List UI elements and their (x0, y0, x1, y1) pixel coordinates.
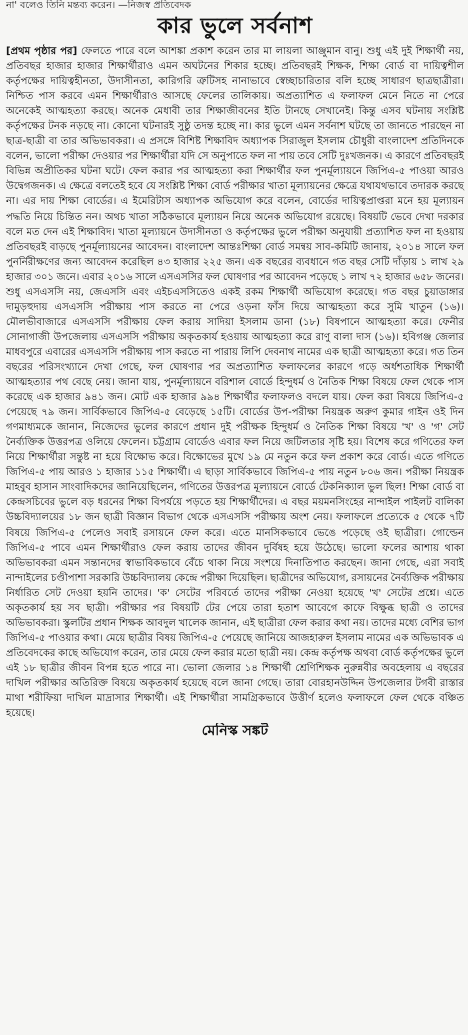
previous-article-ending: না' বলেও তিনি মন্তব্য করেন। —নিজস্ব প্রতিবেদক (6, 0, 192, 11)
article-body (6, 44, 464, 721)
article-body-text: ফেলতে পারে বলে আশঙ্কা প্রকাশ করেন তার মা লায়লা আঞ্জুমান বানু। শুধু এই দুই শিক্ষার্থী নয়, প্রতিবছর হাজার হাজার শিক্ষার্থীরাও এমন অঘটনের শিকার হচ্ছে। প্রতিবছরই শিক্ষক, শিক্ষা বোর্ড বা দায়িত্বশীল কর্তৃপক্ষের দায়িত্বহীনতা, উদাসীনতা, কারিগরি ত্রুটিসহ নানাভাবে স্বেচ্ছাচারিতার বলি হচ্ছে সাধারণ ছাত্রছাত্রীরা। নিশ্চিত পাস করবে এমন শিক্ষার্থীরাও আসছে ফেলের তালিকায়। অপ্রত্যাশিত এ ফলাফল মেনে নিতে না পেরে অনেকেই আত্মহত্যা করছে। অনেক মেধাবী তার শিক্ষাজীবনের ইতি টানছে সেখানেই। কিন্তু এসব ঘটনায় সংশ্লিষ্ট কর্তৃপক্ষের টনক নড়ছে না। কোনো ঘটনারই সুষ্ঠু তদন্ত হচ্ছে না। কার ভুলে এমন সর্বনাশ ঘটছে তা জানতে পারছেন না ছাত্র-ছাত্রী বা তার অভিভাবকরা। এ প্রসঙ্গে বিশিষ্ট শিক্ষাবিদ অধ্যাপক সিরাজুল ইসলাম চৌধুরী বাংলাদেশ প্রতিদিনকে বলেন, ভালো পরীক্ষা দেওয়ার পর শিক্ষার্থীরা যদি সে অনুপাতে ফল না পায় তবে সেটি দুঃখজনক। এ কারণে প্রতিবছরই বিভিন্ন অপ্রীতিকর ঘটনা ঘটে। ফেল করার পর আত্মহত্যা করা শিক্ষার্থীর ফল পুনর্মূল্যায়নে জিপিএ-৫ পাওয়া আরও উদ্বেগজনক। এ ক্ষেত্রে বলতেই হবে যে সংশ্লিষ্ট শিক্ষা বোর্ড পরীক্ষার খাতা মূল্যায়নের ক্ষেত্রে যথাযথভাবে তদারক করছে না। এর দায় শিক্ষা বোর্ডের। এ ইমেরিটাস অধ্যাপক অভিযোগ করে বলেন, বোর্ডের দায়িত্বপ্রাপ্তরা মনে হয় মূল্যায়ন পদ্ধতি নিয়ে চিন্তিত নন। অথচ খাতা সঠিকভাবে মূল্যায়ন নিয়ে অনেক অভিযোগ রয়েছে। বিষয়টি ভেবে দেখা দরকার বলে মত দেন এই শিক্ষাবিদ। খাতা মূল্যায়নে উদাসীনতা ও কর্তৃপক্ষের ভুলে পরীক্ষা অনুযায়ী প্রত্যাশিত ফল না হওয়ায় প্রতিবছরই বাড়ছে পুনর্মূল্যায়নের আবেদন। বাংলাদেশ আন্তঃশিক্ষা বোর্ড সমন্বয় সাব-কমিটি জানায়, ২০১৪ সালে ফল পুনর্নিরীক্ষণের জন্য আবেদন করেছিল ৪৩ হাজার ২২৫ জন। এক বছরের ব্যবধানে গত বছর সেটি দাঁড়ায় ১ লাখ ২৯ হাজার ৩০১ জনে। এবার ২০১৬ সালে এসএসসির ফল ঘোষণার পর আবেদন পড়েছে ১ লাখ ৭২ হাজার ৬৫৮ জনের। শুধু এসএসসি নয়, জেএসসি এবং এইচএসসিতেও একই রকম শিক্ষার্থী অভিযোগ করেছে। গত বছর চুয়াডাঙ্গার দামুড়হুদায় এসএসসি পরীক্ষায় পাস করতে না পেরে ওড়না ফাঁস দিয়ে আত্মহত্যা করে সুমি খাতুন (১৬)। মৌলভীবাজারে এসএসসি পরীক্ষায় ফেল করায় সাদিয়া ইসলাম ডানা (১৮) বিষপানে আত্মহত্যা করে। ফেনীর সোনাগাজী উপজেলায় এসএসসি পরীক্ষায় অকৃতকার্য হওয়ায় আত্মহত্যা করে রাণু বালা দাস (১৬)। হবিগঞ্জ জেলার মাধবপুরে এবারের এসএসসি পরীক্ষায় পাস করতে না পারায় লিপি দেবনাথ নামের এক ছাত্রী আত্মহত্যা করে। গত তিন বছরের পরিসংখ্যানে দেখা গেছে, ফল ঘোষণার পর অপ্রত্যাশিত ফলাফলের কারণে গড়ে অর্ধশতাধিক শিক্ষার্থী আত্মহত্যার পথ বেছে নেয়। জানা যায়, পুনর্মূল্যায়নে বরিশাল বোর্ডে হিন্দুধর্ম ও নৈতিক শিক্ষা বিষয়ে ফেল থেকে পাস করেছে এক হাজার ৯৪১ জন। মোট এক হাজার ৯৯৪ শিক্ষার্থীর ফলাফলও বদলে যায়। ফেল করা বিষয়ে জিপিএ-৫ পেয়েছে ৭৯ জন। সার্বিকভাবে জিপিএ-৫ বেড়েছে ১৫টি। বোর্ডের উপ-পরীক্ষা নিয়ন্ত্রক অরুণ কুমার গাইন ওই দিন গণমাধ্যমকে জানান, নিজেদের ভুলের কারণে প্রধান দুই পরীক্ষক হিন্দুধর্ম ও নৈতিক শিক্ষা বিষয়ে 'খ' ও 'গ' সেট নৈর্ব্যক্তিক উত্তরপত্র ওলিয়ে ফেলেন। চট্টগ্রাম বোর্ডেও এবার ফল নিয়ে জটিলতার সৃষ্টি হয়। বিশেষ করে গণিতের ফল নিয়ে শিক্ষার্থীরা সন্তুষ্ট না হয়ে বিক্ষোভ করে। বিক্ষোভের মুখে ১৯ মে নতুন করে ফল প্রকাশ করে বোর্ড। এতে গণিতে জিপিএ-৫ পায় আরও ১ হাজার ১১৫ শিক্ষার্থী। এ ছাড়া সার্বিকভাবে জিপিএ-৫ পায় নতুন ৮০৬ জন। পরীক্ষা নিয়ন্ত্রক মাহবুব হাসান সাংবাদিকদের জানিয়েছিলেন, গণিতের উত্তরপত্র মূল্যায়নে বোর্ডে টেকনিক্যাল ভুল ছিল! শিক্ষা বোর্ড বা কেন্দ্রসচিবের ভুলে বড় ধরনের শিক্ষা বিপর্যয়ে পড়তে হয় শিক্ষার্থীদের। এ বছর ময়মনসিংহের নান্দাইল পাইলট বালিকা উচ্চবিদ্যালয়ের ১৮ জন ছাত্রী বিজ্ঞান বিভাগ থেকে এসএসসি পরীক্ষায় অংশ নেয়। ফলাফলে প্রত্যেকে ৫ থেকে ৭টি বিষয়ে জিপিএ-৫ পেলেও সবাই রসায়নে ফেল করে। এতে মানসিকভাবে ভেঙে পড়েছে ওই ছাত্রীরা। গোল্ডেন জিপিএ-৫ পাবে এমন শিক্ষার্থীরাও ফেল করায় তাদের জীবন দুর্বিষহ হয়ে উঠেছে। ভালো ফলের আশায় থাকা অভিভাবকরা এমন সন্তানদের স্বাভাবিকভাবে বেঁচে থাকা নিয়ে সংশয়ে দিনাতিপাত করছেন। জানা গেছে, এরা সবাই নান্দাইলের চণ্ডীপাশা সরকারি উচ্চবিদ্যালয় কেন্দ্রে পরীক্ষা দিয়েছিল। ছাত্রীদের অভিযোগ, রসায়নের নৈর্ব্যক্তিক পরীক্ষায় নির্ধারিত সেট দেওয়া হয়নি তাদের। 'ক' সেটের পরিবর্তে তাদের পরীক্ষা নেওয়া হয়েছে 'খ' সেটের প্রশ্নে। এতে অকৃতকার্য হয় সব ছাত্রী। পরীক্ষার পর বিষয়টি টের পেয়ে তারা হতাশ আবেগে কাফে বিক্ষুব্ধ ছাত্রী ও তাদের অভিভাবকরা। স্কুলটির প্রধান শিক্ষক আবদুল খালেক জানান, এই ছাত্রীরা ফেল করার কথা নয়। তাদের মধ্যে বেশির ভাগ জিপিএ-৫ পাওয়ার কথা। মেয়ে ছাত্রীর বিষয় জিপিএ-৫ পেয়েছে জানিয়ে আজহারুল ইসলাম নামের এক অভিভাবক এ প্রতিবেদকের কাছে অভিযোগ করেন, তার মেয়ে ফেল করার মতো ছাত্রী নয়। কেন্দ্র কর্তৃপক্ষ অথবা বোর্ড কর্তৃপক্ষের ভুলে এই ১৮ ছাত্রীর জীবন বিপন্ন হতে পারে না। ভোলা জেলার ১৪ শিক্ষার্থী শ্রেণিশিক্ষক নুরুন্নবীর অবহেলায় এ বছরের দাখিল পরীক্ষার অতিরিক্ত বিষয়ে অকৃতকার্য হয়েছে বলে জানা গেছে। তারা বোরহানউদ্দিন উপজেলার টগবী রাস্তার মাথা শরীফিয়া দাখিল মাদ্রাসার শিক্ষার্থী। এই শিক্ষার্থীরা সামগ্রিকভাবে উত্তীর্ণ হলেও ফলাফলে ফেল থেকে বঞ্চিত হয়েছে। (6, 46, 464, 720)
continued-from-front-page-tag: [প্রথম পৃষ্ঠার পর] (6, 46, 78, 57)
next-article-heading: মেনিস্ক সঙ্কট (201, 723, 269, 738)
article-headline: কার ভুলে সর্বনাশ (157, 14, 313, 39)
